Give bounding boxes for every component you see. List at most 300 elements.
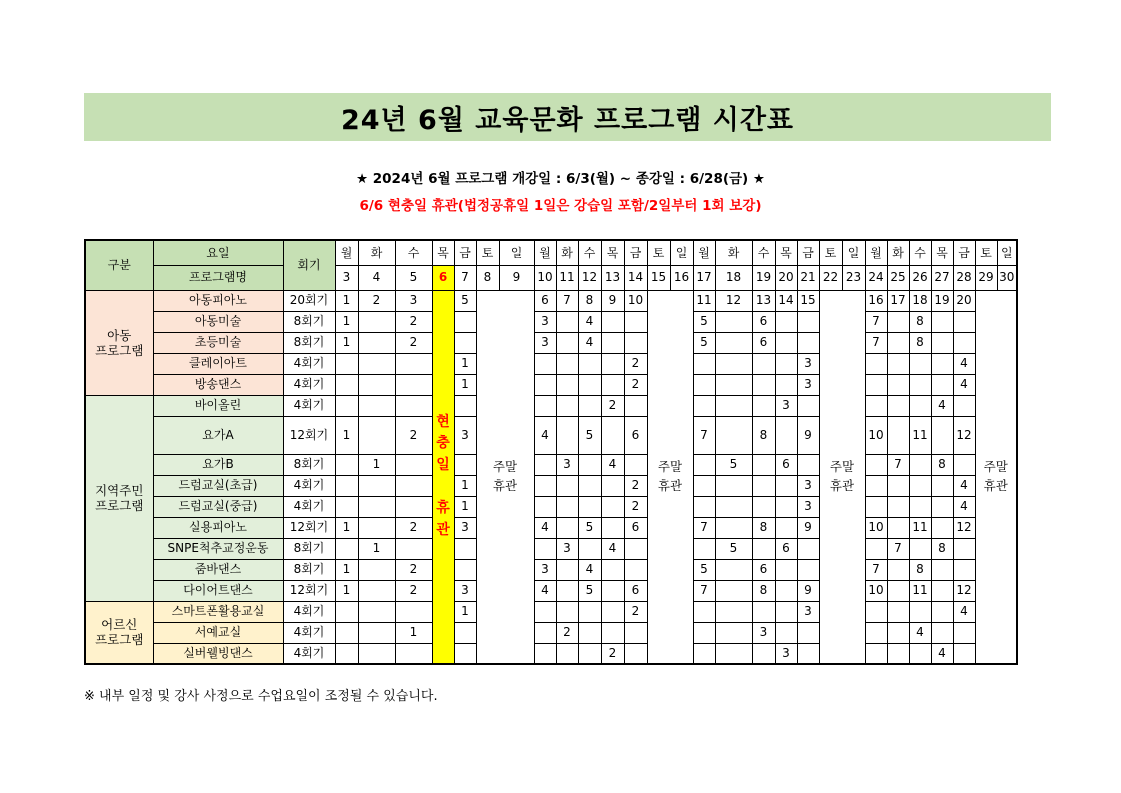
session-cell — [578, 643, 601, 664]
table-row — [85, 475, 1017, 496]
date-header: 20 — [775, 265, 797, 290]
weekday-header: 일 — [670, 240, 693, 265]
session-cell — [358, 475, 395, 496]
session-cell — [534, 496, 556, 517]
weekday-header: 월 — [693, 240, 715, 265]
session-cell — [887, 416, 909, 454]
program-name: 서예교실 — [153, 622, 283, 643]
table-row — [85, 496, 1017, 517]
session-cell — [797, 395, 819, 416]
session-cell — [931, 374, 953, 395]
weekday-header: 수 — [578, 240, 601, 265]
session-cell: 7 — [865, 332, 887, 353]
session-count: 8회기 — [283, 454, 335, 475]
session-cell — [909, 353, 931, 374]
table-row — [85, 601, 1017, 622]
session-cell: 7 — [693, 580, 715, 601]
weekend-label-line: 휴관 — [983, 477, 1008, 493]
weekday-header: 토 — [975, 240, 997, 265]
session-cell — [454, 643, 476, 664]
session-cell — [578, 454, 601, 475]
date-header: 26 — [909, 265, 931, 290]
title-banner — [84, 93, 1051, 141]
session-cell — [953, 454, 975, 475]
weekday-header: 목 — [601, 240, 624, 265]
session-cell: 4 — [578, 332, 601, 353]
session-cell — [775, 416, 797, 454]
session-cell — [556, 601, 578, 622]
table-row — [85, 538, 1017, 559]
session-cell — [395, 395, 432, 416]
session-cell: 6 — [534, 290, 556, 311]
session-cell — [395, 496, 432, 517]
session-cell: 5 — [693, 559, 715, 580]
session-cell: 1 — [395, 622, 432, 643]
session-cell — [909, 475, 931, 496]
session-cell: 12 — [953, 517, 975, 538]
weekday-header: 월 — [865, 240, 887, 265]
session-cell — [454, 454, 476, 475]
session-cell — [775, 311, 797, 332]
holiday-notice: 6/6 현충일 휴관(법정공휴일 1일은 강습일 포함/2일부터 1회 보강) — [359, 198, 762, 214]
session-cell — [358, 517, 395, 538]
session-cell: 4 — [534, 517, 556, 538]
session-cell — [715, 601, 752, 622]
program-name: 드럼교실(초급) — [153, 475, 283, 496]
session-cell — [358, 311, 395, 332]
session-cell — [752, 374, 775, 395]
weekday-header: 수 — [752, 240, 775, 265]
session-cell: 2 — [395, 311, 432, 332]
holiday-label-char: 휴 — [436, 500, 450, 517]
session-cell: 2 — [395, 559, 432, 580]
session-cell — [358, 374, 395, 395]
weekend-closed-block — [476, 290, 534, 664]
session-cell — [693, 496, 715, 517]
session-count: 8회기 — [283, 311, 335, 332]
session-cell: 4 — [578, 311, 601, 332]
session-count: 8회기 — [283, 332, 335, 353]
session-cell: 19 — [931, 290, 953, 311]
weekday-header: 일 — [499, 240, 534, 265]
session-cell: 10 — [624, 290, 647, 311]
weekday-header: 수 — [909, 240, 931, 265]
date-header: 27 — [931, 265, 953, 290]
program-name: 줌바댄스 — [153, 559, 283, 580]
session-cell — [775, 332, 797, 353]
session-cell: 6 — [624, 580, 647, 601]
session-cell — [752, 454, 775, 475]
session-cell — [931, 496, 953, 517]
session-cell — [775, 374, 797, 395]
session-cell — [601, 496, 624, 517]
table-row — [85, 559, 1017, 580]
group-label-line: 지역주민 — [95, 483, 144, 498]
session-cell — [556, 643, 578, 664]
date-header: 6 — [432, 265, 454, 290]
holiday-label-char: 일 — [436, 457, 450, 474]
session-cell — [715, 622, 752, 643]
session-cell: 7 — [887, 454, 909, 475]
session-cell — [578, 395, 601, 416]
weekday-header: 금 — [624, 240, 647, 265]
program-name: SNPE척추교정운동 — [153, 538, 283, 559]
session-cell — [624, 454, 647, 475]
session-count: 4회기 — [283, 622, 335, 643]
session-cell — [865, 353, 887, 374]
session-cell: 4 — [931, 395, 953, 416]
session-cell: 3 — [797, 496, 819, 517]
session-cell: 1 — [335, 559, 358, 580]
session-count: 12회기 — [283, 416, 335, 454]
session-cell — [454, 332, 476, 353]
session-cell — [865, 643, 887, 664]
session-cell: 3 — [454, 416, 476, 454]
weekend-label-line: 주말 — [492, 459, 518, 474]
session-cell — [693, 538, 715, 559]
weekend-closed-block — [819, 290, 865, 664]
session-cell — [931, 416, 953, 454]
session-count: 4회기 — [283, 601, 335, 622]
date-header: 21 — [797, 265, 819, 290]
session-cell — [797, 454, 819, 475]
session-cell: 3 — [775, 643, 797, 664]
session-cell: 7 — [556, 290, 578, 311]
session-cell — [797, 559, 819, 580]
session-cell — [931, 622, 953, 643]
table-row — [85, 374, 1017, 395]
session-cell: 8 — [909, 332, 931, 353]
date-header: 10 — [534, 265, 556, 290]
session-cell: 3 — [556, 538, 578, 559]
session-cell: 6 — [775, 538, 797, 559]
table-row — [85, 622, 1017, 643]
session-cell: 15 — [797, 290, 819, 311]
session-cell — [797, 643, 819, 664]
session-cell — [534, 622, 556, 643]
session-cell: 4 — [534, 416, 556, 454]
session-cell: 1 — [335, 517, 358, 538]
session-cell — [865, 538, 887, 559]
session-cell — [454, 538, 476, 559]
session-cell: 11 — [693, 290, 715, 311]
session-cell: 5 — [578, 416, 601, 454]
session-cell: 3 — [454, 580, 476, 601]
session-cell — [534, 374, 556, 395]
date-header: 5 — [395, 265, 432, 290]
session-cell — [335, 374, 358, 395]
session-cell — [454, 395, 476, 416]
session-cell — [887, 643, 909, 664]
session-cell — [358, 496, 395, 517]
session-cell — [909, 601, 931, 622]
session-cell — [931, 332, 953, 353]
session-count: 12회기 — [283, 580, 335, 601]
session-cell — [887, 311, 909, 332]
session-cell: 17 — [887, 290, 909, 311]
table-row — [85, 643, 1017, 664]
holiday-label-char: 현 — [436, 413, 450, 430]
session-cell: 6 — [624, 517, 647, 538]
session-cell — [775, 517, 797, 538]
session-cell: 1 — [335, 332, 358, 353]
session-cell — [624, 332, 647, 353]
date-header: 18 — [715, 265, 752, 290]
session-cell — [953, 622, 975, 643]
date-header: 23 — [842, 265, 865, 290]
date-header: 11 — [556, 265, 578, 290]
session-cell — [715, 374, 752, 395]
session-cell: 6 — [624, 416, 647, 454]
session-cell: 3 — [395, 290, 432, 311]
session-cell: 1 — [358, 538, 395, 559]
session-cell — [454, 622, 476, 643]
session-cell — [953, 395, 975, 416]
session-cell — [358, 416, 395, 454]
session-cell: 7 — [865, 559, 887, 580]
session-cell — [931, 517, 953, 538]
session-cell — [624, 311, 647, 332]
weekend-label-line: 주말 — [983, 459, 1008, 474]
session-cell: 9 — [797, 517, 819, 538]
session-cell — [556, 517, 578, 538]
session-cell — [909, 496, 931, 517]
session-cell — [887, 580, 909, 601]
session-cell — [624, 622, 647, 643]
session-cell — [775, 601, 797, 622]
session-cell: 4 — [931, 643, 953, 664]
weekend-closed-block — [647, 290, 693, 664]
header-category: 구분 — [85, 240, 153, 290]
session-cell: 2 — [601, 395, 624, 416]
group-label-line: 프로그램 — [95, 632, 144, 648]
group-label-line: 어르신 — [101, 617, 138, 633]
table-row — [85, 517, 1017, 538]
session-cell: 20 — [953, 290, 975, 311]
session-cell: 4 — [953, 601, 975, 622]
date-header: 24 — [865, 265, 887, 290]
session-cell: 12 — [715, 290, 752, 311]
session-cell — [887, 374, 909, 395]
session-cell — [752, 395, 775, 416]
session-cell: 6 — [752, 311, 775, 332]
session-cell — [887, 559, 909, 580]
session-cell: 2 — [624, 374, 647, 395]
header-sessions: 회기 — [283, 240, 335, 290]
session-cell: 3 — [797, 353, 819, 374]
session-cell — [601, 580, 624, 601]
weekday-header: 토 — [476, 240, 499, 265]
table-row — [85, 416, 1017, 454]
group-label-line: 아동 — [107, 327, 132, 343]
table-row — [85, 580, 1017, 601]
session-cell — [358, 601, 395, 622]
session-cell — [601, 374, 624, 395]
date-header: 13 — [601, 265, 624, 290]
session-cell: 3 — [797, 475, 819, 496]
weekday-header: 목 — [775, 240, 797, 265]
session-cell — [775, 580, 797, 601]
session-cell — [752, 475, 775, 496]
session-cell: 1 — [335, 580, 358, 601]
date-header: 9 — [499, 265, 534, 290]
session-cell: 7 — [865, 311, 887, 332]
holiday-closed-column — [432, 290, 454, 664]
session-cell — [865, 622, 887, 643]
session-count: 4회기 — [283, 475, 335, 496]
session-count: 4회기 — [283, 496, 335, 517]
session-cell: 2 — [624, 496, 647, 517]
session-cell: 8 — [578, 290, 601, 311]
session-cell — [752, 353, 775, 374]
program-name: 아동피아노 — [153, 290, 283, 311]
session-cell — [953, 311, 975, 332]
session-cell: 1 — [335, 290, 358, 311]
session-cell — [335, 538, 358, 559]
session-cell: 1 — [454, 601, 476, 622]
weekday-header: 화 — [715, 240, 752, 265]
session-cell — [887, 496, 909, 517]
program-name: 스마트폰활용교실 — [153, 601, 283, 622]
program-name: 아동미술 — [153, 311, 283, 332]
session-cell — [887, 601, 909, 622]
session-cell: 3 — [797, 374, 819, 395]
weekday-header: 화 — [887, 240, 909, 265]
session-cell — [775, 622, 797, 643]
session-cell — [534, 643, 556, 664]
session-cell — [693, 601, 715, 622]
session-cell: 2 — [624, 353, 647, 374]
date-header: 22 — [819, 265, 842, 290]
session-cell: 5 — [715, 454, 752, 475]
session-cell: 2 — [601, 643, 624, 664]
program-name: 실용피아노 — [153, 517, 283, 538]
session-cell: 1 — [454, 496, 476, 517]
session-cell — [909, 374, 931, 395]
session-cell — [578, 601, 601, 622]
session-cell — [931, 353, 953, 374]
session-cell: 3 — [534, 332, 556, 353]
session-cell — [534, 601, 556, 622]
footnote: ※ 내부 일정 및 강사 사정으로 수업요일이 조정될 수 있습니다. — [84, 689, 438, 704]
session-cell: 11 — [909, 580, 931, 601]
session-cell — [335, 475, 358, 496]
session-cell — [715, 416, 752, 454]
weekend-closed-block — [975, 290, 1017, 664]
holiday-label-char: 충 — [436, 435, 450, 452]
session-cell — [578, 475, 601, 496]
session-cell: 3 — [454, 517, 476, 538]
session-cell — [887, 475, 909, 496]
session-cell: 3 — [752, 622, 775, 643]
session-cell — [335, 643, 358, 664]
session-cell: 6 — [752, 559, 775, 580]
session-cell — [775, 353, 797, 374]
session-cell: 4 — [534, 580, 556, 601]
session-cell — [775, 496, 797, 517]
session-cell — [358, 622, 395, 643]
session-cell — [931, 601, 953, 622]
session-cell — [578, 353, 601, 374]
session-cell — [556, 395, 578, 416]
session-count: 20회기 — [283, 290, 335, 311]
session-cell: 16 — [865, 290, 887, 311]
session-cell — [556, 311, 578, 332]
weekday-header: 금 — [953, 240, 975, 265]
session-cell: 4 — [953, 353, 975, 374]
weekday-header: 월 — [534, 240, 556, 265]
session-cell — [358, 332, 395, 353]
table-row — [85, 290, 1017, 311]
session-cell — [715, 395, 752, 416]
session-cell — [358, 353, 395, 374]
session-cell: 3 — [797, 601, 819, 622]
session-cell: 2 — [395, 416, 432, 454]
session-cell — [752, 643, 775, 664]
session-cell — [335, 496, 358, 517]
session-cell — [775, 559, 797, 580]
session-cell — [797, 311, 819, 332]
session-cell — [534, 454, 556, 475]
session-cell: 6 — [775, 454, 797, 475]
session-cell: 11 — [909, 416, 931, 454]
session-cell: 8 — [909, 311, 931, 332]
program-name: 드럼교실(중급) — [153, 496, 283, 517]
session-cell — [556, 559, 578, 580]
session-cell: 3 — [556, 454, 578, 475]
session-cell — [601, 601, 624, 622]
session-cell: 7 — [887, 538, 909, 559]
session-cell — [601, 353, 624, 374]
date-header: 12 — [578, 265, 601, 290]
session-cell — [601, 622, 624, 643]
session-cell — [909, 454, 931, 475]
session-cell — [931, 475, 953, 496]
session-cell — [358, 580, 395, 601]
session-cell — [953, 332, 975, 353]
session-cell — [556, 353, 578, 374]
session-cell — [693, 374, 715, 395]
session-cell — [601, 517, 624, 538]
session-cell: 4 — [953, 374, 975, 395]
weekday-header: 목 — [931, 240, 953, 265]
header-weekday: 요일 — [153, 240, 283, 265]
holiday-label-char: 관 — [436, 522, 450, 539]
session-cell — [601, 559, 624, 580]
session-cell: 4 — [601, 538, 624, 559]
session-cell — [534, 353, 556, 374]
session-cell — [953, 538, 975, 559]
weekday-header: 토 — [647, 240, 670, 265]
weekend-label-line: 휴관 — [829, 477, 855, 493]
program-name: 다이어트댄스 — [153, 580, 283, 601]
session-cell — [931, 580, 953, 601]
session-cell — [887, 517, 909, 538]
date-header: 4 — [358, 265, 395, 290]
session-cell: 5 — [715, 538, 752, 559]
session-cell: 2 — [624, 475, 647, 496]
session-cell — [624, 559, 647, 580]
session-cell — [358, 395, 395, 416]
session-cell — [931, 311, 953, 332]
session-cell — [556, 332, 578, 353]
session-cell: 7 — [693, 517, 715, 538]
session-cell: 8 — [909, 559, 931, 580]
date-header: 16 — [670, 265, 693, 290]
session-count: 8회기 — [283, 538, 335, 559]
date-header: 3 — [335, 265, 358, 290]
session-cell — [931, 559, 953, 580]
